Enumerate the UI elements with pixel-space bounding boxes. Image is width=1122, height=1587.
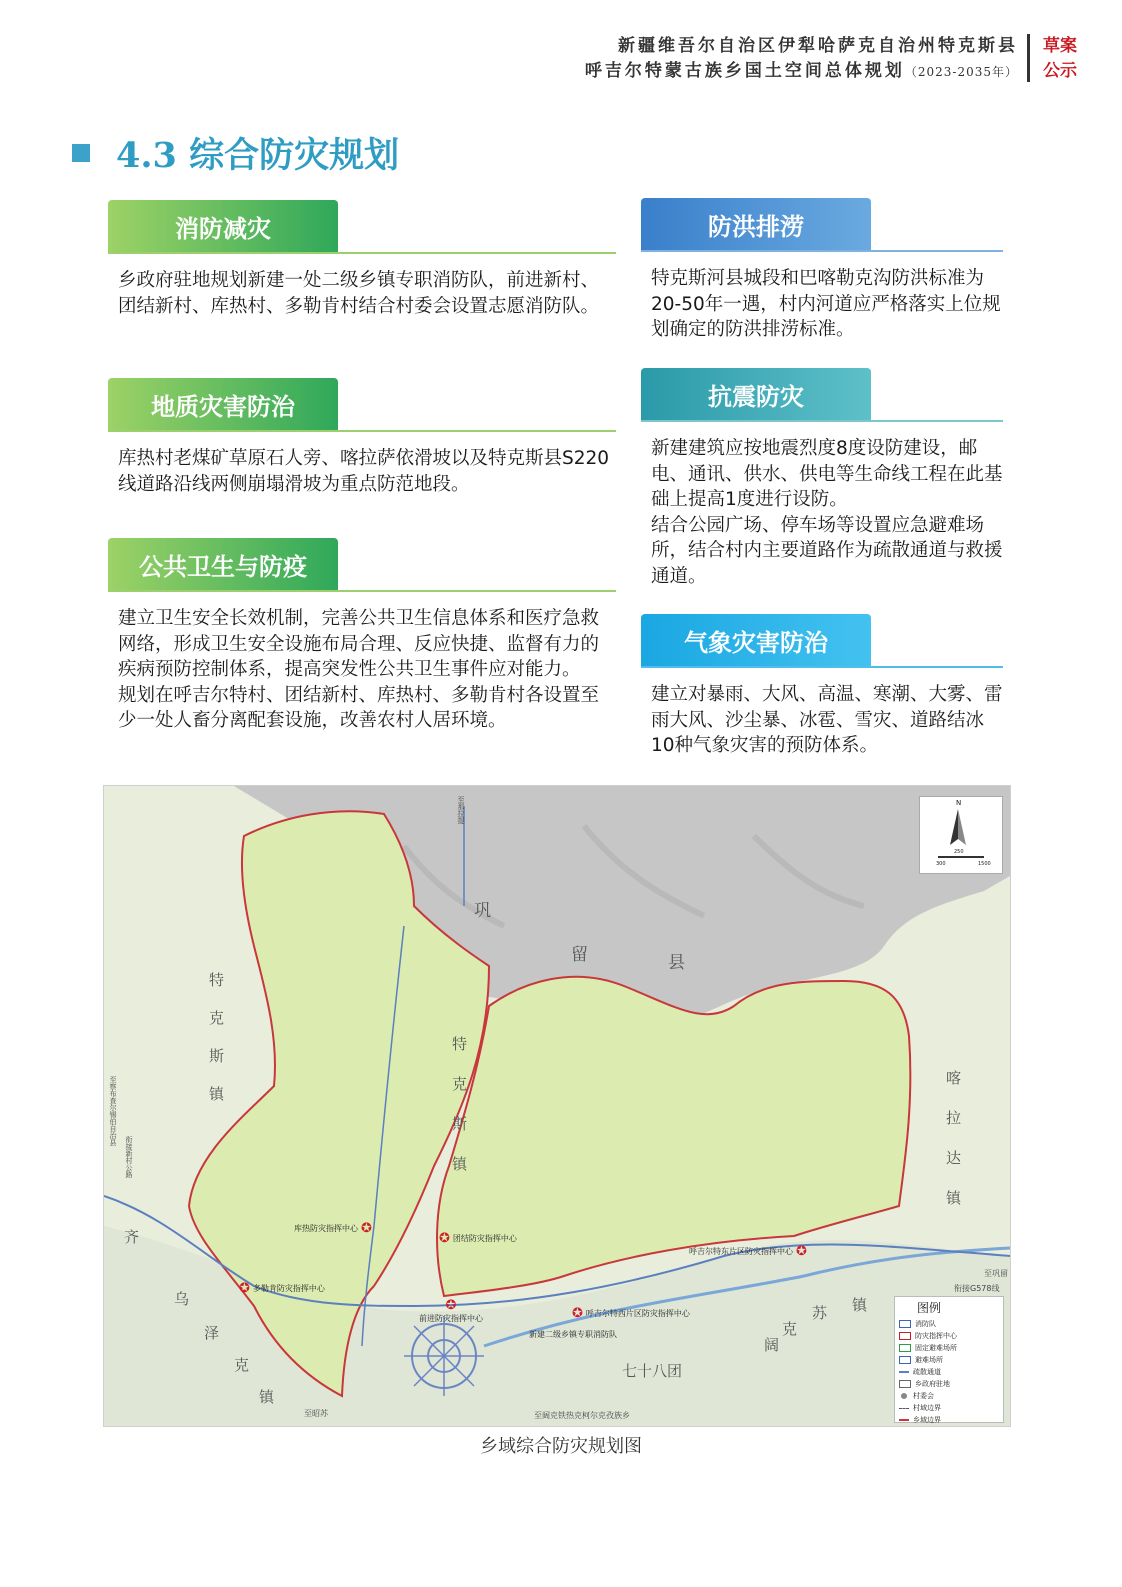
card-quake-body [641,436,1003,589]
draft-stamp [1038,34,1082,84]
facility-duoleken-label: 多勒肯防灾指挥中心 [252,1284,325,1293]
header-year: （2023-2035年） [904,65,1018,79]
place-label-kalada-1: 喀 [946,1069,962,1087]
card-weather-rule [641,666,1003,668]
place-label-kalada-3: 达 [946,1149,962,1167]
place-label-qiwuzeke-5: 镇 [259,1388,275,1406]
place-label-qiwuzeke-2: 乌 [174,1290,190,1308]
place-label-tekesi-center-2: 克 [452,1075,468,1093]
road-label-gongliu: 至巩留 [984,1269,1008,1278]
card-flood-rule [641,250,1003,252]
facility-east-label: 呼吉尔特东片区防灾指挥中心 [689,1247,793,1256]
facility-duoleken [239,1281,325,1296]
scale-mid: 250 [954,849,964,855]
header-line1: 新疆维吾尔自治区伊犁哈萨克自治州特克斯县 [618,36,1018,56]
place-label-tekesi-west-1: 特 [209,971,225,989]
command-center-icon: ✪ [445,1298,457,1313]
road-label-kuoke: 至阔克铁热克柯尔克孜族乡 [534,1411,630,1420]
command-center-icon: ✪ [796,1244,807,1259]
section-title [72,128,399,178]
place-label-qiwuzeke-3: 泽 [204,1324,220,1342]
card-weather-p1: 建立对暴雨、大风、高温、寒潮、大雾、雷雨大风、沙尘暴、冰雹、雪灾、道路结冰10种气象灾害的预防体系。 [651,684,1003,756]
map-caption: 乡域综合防灾规划图 [480,1436,642,1457]
place-label-gongliu [474,896,685,973]
legend-item-label: 村委会 [913,1392,934,1400]
place-label-tekesi-center-4: 镇 [452,1155,468,1173]
command-center-icon: ✪ [439,1231,450,1246]
fire-station-icon [899,1320,911,1328]
card-flood-p1: 特克斯河县城段和巴喀勒克沟防洪标准为20-50年一遇，村内河道应严格落实上位规划确定的防洪排涝标准。 [651,268,1001,340]
place-label-tekesi-west-2: 克 [209,1009,225,1027]
shelter-icon [899,1356,911,1364]
evacuation-route-icon [899,1371,909,1373]
legend-item-label: 疏散通道 [913,1368,941,1376]
card-quake-p1: 新建建筑应按地震烈度8度设防建设，邮电、通讯、供水、供电等生命线工程在此基础上提高1度进行设防。 [651,438,1003,510]
legend-item-label: 乡政府驻地 [915,1380,950,1388]
legend-item [895,1402,1003,1414]
township-seat-icon [899,1380,911,1388]
header-divider [1027,34,1030,82]
card-geo-title: 地质灾害防治 [108,378,338,430]
township-boundary-icon [899,1419,909,1421]
section-title-text: 4.3 综合防灾规划 [116,135,400,176]
facility-qianjin [419,1298,483,1324]
legend-item [895,1414,1003,1426]
place-label-gongliu-2: 留 [571,945,588,965]
place-label-tekesi-center-3: 斯 [452,1115,468,1133]
compass-box [919,796,1003,874]
command-center-icon [899,1332,911,1340]
place-label-qiwuzeke-4: 克 [234,1356,250,1374]
place-label-kuosu-1: 阔 [764,1336,780,1354]
village-committee-icon [901,1393,907,1399]
north-label: N [956,799,962,807]
legend-item [895,1354,1003,1366]
facility-qianjin-label: 前进防灾指挥中心 [419,1314,483,1323]
place-label-kalada-2: 拉 [946,1109,962,1127]
place-label-tekesi-center [452,1024,470,1184]
legend-item-label: 消防队 [915,1320,936,1328]
card-geo-p1: 库热村老煤矿草原石人旁、喀拉萨依滑坡以及特克斯县S220线道路沿线两侧崩塌滑坡为重点防范地段。 [118,448,610,495]
card-fire-title: 消防减灾 [108,200,338,252]
header-line2 [585,59,1018,85]
header-plan-name: 呼吉尔特蒙古族乡国土空间总体规划 [584,61,905,81]
card-geo-rule [108,430,616,432]
place-label-tekesi-west-3: 斯 [209,1047,225,1065]
place-label-kuosu-4: 镇 [852,1296,868,1314]
card-weather [641,614,1003,759]
legend-item [895,1390,1003,1402]
card-quake-rule [641,420,1003,422]
facility-firestation: 新建二级乡镇专职消防队 [529,1330,617,1339]
legend-item-label: 避难场所 [915,1356,943,1364]
disaster-prevention-map [103,785,1011,1427]
scale-b: 1500 [978,861,991,867]
card-geo-body [108,446,616,497]
command-center-icon: ✪ [361,1221,372,1236]
scale-a: 300 [936,861,946,867]
legend-item [895,1342,1003,1354]
place-label-gongliu-3: 县 [668,953,685,973]
facility-tuanjie-label: 团结防灾指挥中心 [452,1234,517,1243]
card-flood-body [641,266,1003,343]
card-flood-title: 防洪排涝 [641,198,871,250]
legend-item-label: 乡域边界 [913,1416,941,1424]
card-fire-rule [108,252,616,254]
place-label-qiwuzeke-1: 齐 [124,1228,140,1246]
road-label-zhaosu: 至昭苏 [304,1409,328,1418]
place-label-kalada [946,1058,964,1218]
card-fire [108,200,616,319]
facility-kure-label: 库热防灾指挥中心 [294,1224,358,1233]
card-flood [641,198,1003,343]
card-health-p1: 建立卫生安全长效机制，完善公共卫生信息体系和医疗急救网络，形成卫生安全设施布局合理、反应快捷、监督有力的疾病预防控制体系，提高突发性公共卫生事件应对能力。 [118,608,600,680]
map-legend [894,1296,1004,1423]
road-label-nalati: 至那拉提 [457,796,465,824]
village-boundary-icon [899,1408,909,1409]
card-weather-body [641,682,1003,759]
legend-item [895,1366,1003,1378]
legend-item [895,1378,1003,1390]
fixed-shelter-icon [899,1344,911,1352]
card-fire-p1: 乡政府驻地规划新建一处二级乡镇专职消防队，前进新村、团结新村、库热村、多勒肯村结合村委会设置志愿消防队。 [118,270,600,317]
legend-title: 图例 [917,1301,942,1315]
card-geo [108,378,616,497]
card-quake-p2: 结合公园广场、停车场等设置应急避难场所，结合村内主要道路作为疏散通道与救援通道。 [651,514,1003,587]
place-label-tuan78: 七十八团 [622,1362,683,1380]
facility-east [689,1244,807,1259]
card-fire-body [108,268,616,319]
card-quake [641,368,1003,589]
card-weather-title: 气象灾害防治 [641,614,871,666]
road-label-xinchun: 衔接新村公路 [125,1136,133,1178]
legend-item [895,1318,1003,1330]
facility-west [572,1306,690,1321]
card-health-body [108,606,616,734]
place-label-gongliu-1: 巩 [474,901,491,921]
facility-kure [294,1221,372,1236]
command-center-icon: ✪ [572,1306,583,1321]
card-health-rule [108,590,616,592]
place-label-kalada-4: 镇 [946,1189,962,1207]
place-label-tekesi-center-1: 特 [452,1035,468,1053]
legend-item-label: 村域边界 [913,1404,941,1412]
road-label-chabuchaer: 至察布查尔锡伯自治县 [109,1076,117,1146]
stamp-line2: 公示 [1043,61,1077,81]
document-header [585,34,1018,85]
legend-item-label: 固定避难场所 [915,1344,957,1352]
facility-west-label: 呼吉尔特西片区防灾指挥中心 [585,1309,690,1318]
place-label-tekesi-west-4: 镇 [209,1085,225,1103]
command-center-icon: ✪ [239,1281,250,1296]
stamp-line1: 草案 [1043,36,1077,56]
card-health-title: 公共卫生与防疫 [108,538,338,590]
square-bullet-icon [72,144,90,162]
card-health [108,538,616,734]
place-label-kuosu-3: 苏 [812,1304,828,1322]
town-roads [404,1316,484,1396]
place-label-tekesi-west [209,961,227,1113]
card-quake-title: 抗震防灾 [641,368,871,420]
legend-item-label: 防灾指挥中心 [915,1332,957,1340]
place-label-kuosu-2: 克 [782,1320,798,1338]
legend-item [895,1330,1003,1342]
road-label-g578: 衔接G578线 [954,1284,1000,1293]
card-health-p2: 规划在呼吉尔特村、团结新村、库热村、多勒肯村各设置至少一处人畜分离配套设施，改善农村人居环境。 [118,684,600,731]
facility-tuanjie [439,1231,517,1246]
